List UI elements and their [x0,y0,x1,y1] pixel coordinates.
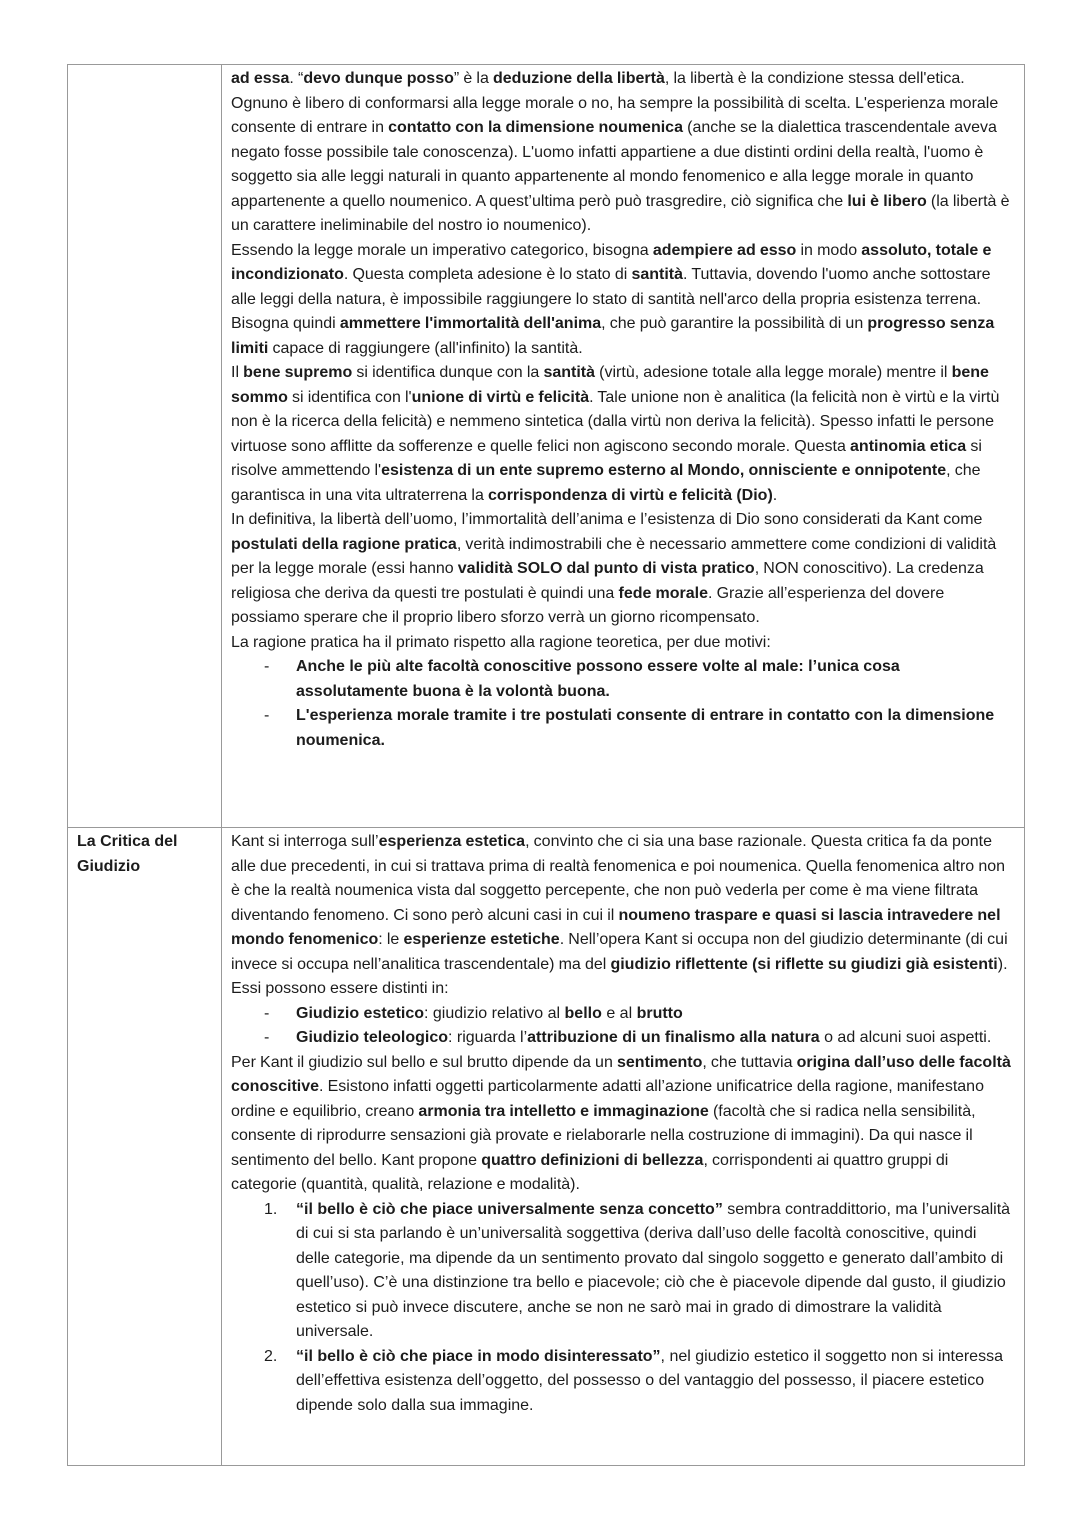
bold-text: Giudizio estetico [296,1004,425,1022]
paragraph [231,830,1014,1002]
paragraph [231,239,1014,362]
body-text: si identifica dunque con la [352,364,544,381]
bold-text: progresso senza limiti [231,315,995,357]
body-text: , la libertà è la condizione stessa dell'etica. Ognuno è libero di conformarsi alla legge morale o no, ha sempre la possibilità di scelta. L'esperienza morale consente di entrare in [231,70,999,136]
body-text: ” è la [453,70,493,87]
body-text: (anche se la dialettica trascendentale aveva negato fosse possibile tale conoscenza). L'uomo infatti appartiene a due distinti ordini della realtà, l'uomo è soggetto sia alle leggi naturali in quanto appartenente al mondo fenomenico e alla legge morale in quanto appartenente a quello noumenico. A quest’ultima però può trasgredire, ciò significa che [231,119,997,210]
bold-text: giudizio riflettente [610,955,748,973]
body-text: , che garantisca in una vita ultraterrena la [231,462,981,504]
body-text: , nel giudizio estetico il soggetto non si interessa dell’effettiva esistenza dell’oggetto, del possesso o del vantaggio del possesso, il piacere estetico dipende solo dalla sua immagine. [296,1347,1003,1414]
dash-list-item [264,655,1014,704]
bold-text: esperienze estetiche [403,931,560,948]
list-marker: - [264,1004,270,1022]
bold-text: ammettere l'immortalità dell'anima [339,315,602,332]
bold-text: santità [543,364,596,381]
bold-text: lui è libero [847,192,927,210]
list-text [296,1198,1014,1345]
row-label-cell [68,65,222,828]
body-text: : le [378,931,404,948]
body-text: . Tuttavia, dovendo l'uomo anche sottostare alle leggi della natura, è impossibile raggiungere lo stato di santità nell'arco della propria esistenza terrena. Bisogna quindi [231,266,991,332]
row-label: La Critica del Giudizio [77,833,178,875]
list-text [296,655,1014,704]
list-text [296,704,1014,753]
paragraph [231,1051,1014,1198]
bold-text: assoluto, totale e incondizionato [231,241,992,283]
list-marker: 1. [264,1200,278,1218]
body-text: capace di raggiungere (all'infinito) la santità. [268,339,583,357]
row-content-cell [222,65,1025,828]
body-text: . Nell’opera Kant si occupa non del giudizio determinante (di cui invece si occupa nell’analitica trascendentale) ma del [231,931,1008,973]
notes-table [67,64,1025,1466]
body-text: , corrispondenti ai quattro gruppi di categorie (quantità, qualità, relazione e modalità). [231,1151,949,1193]
bold-text: esperienza estetica [378,833,526,850]
bold-text: corrispondenza di virtù e felicità (Dio) [488,486,773,504]
bold-text: fede morale [618,584,708,602]
body-text: . Questa completa adesione è lo stato di [343,266,632,283]
numbered-list-item [264,1345,1014,1419]
table-row [68,828,1025,1466]
bold-text: ad essa [231,70,290,87]
list-text [296,1345,1014,1419]
paragraph [231,67,1014,239]
bold-text: bene sommo [231,364,989,406]
bold-text: validità SOLO dal punto di vista pratico [457,560,755,577]
table-body [68,65,1025,1466]
list-text [296,1026,1014,1051]
bold-text: santità [631,266,684,283]
bold-text: “il bello è ciò che piace in modo disinteressato” [296,1347,661,1365]
bold-text: brutto [636,1004,683,1022]
body-text: La ragione pratica ha il primato rispetto alla ragione teoretica, per due motivi: [231,633,771,651]
bold-text: attribuzione di un finalismo alla natura [527,1029,820,1046]
list-marker: - [264,707,270,724]
paragraph [231,361,1014,508]
body-text: . Tale unione non è analitica (la felicità non è virtù e la virtù non è la ricerca della felicità) e nemmeno sintetica (dalla virtù non deriva la felicità). Spesso infatti le persone virtuose sono afflitte da sofferenze e quelle felici non agiscono secondo morale. Questa [231,388,1000,455]
body-text: . Esistono infatti oggetti particolarmente adatti all’azione unificatrice della ragione, manifestano ordine e equilibrio, creano [231,1078,984,1120]
body-text: Per Kant il giudizio sul bello e sul brutto dipende da un [231,1053,617,1071]
body-text: , verità indimostrabili che è necessario ammettere come condizioni di validità per la legge morale (essi hanno [231,535,997,577]
body-text: , NON conoscitivo). La credenza religiosa che deriva da questi tre postulati è quindi una [231,560,984,602]
bold-text: antinomia etica [850,437,967,455]
body-text: , che può garantire la possibilità di un [601,315,868,332]
body-text: Kant si interroga sull’ [231,833,379,850]
bold-text: bello [564,1004,602,1022]
body-text: (facoltà che si radica nella sensibilità, consente di riprodurre sensazioni già provate e rielaborarle nella costruzione di immagini). Da qui nasce il sentimento del bello. Kant propone [231,1102,976,1169]
bold-text: contatto con la dimensione noumenica [388,119,683,136]
list-marker: 2. [264,1347,278,1365]
body-text: , convinto che ci sia una base razionale. Questa critica fa da ponte alle due precedenti, in cui si trattava prima di realtà fenomenica e poi noumenica. Quella fenomenica altro non è che la realtà noumenica vista dal soggetto percepente, che non può vederla per come è ma viene filtrata diventando fenomeno. Ci sono però alcuni casi in cui il [231,833,1006,924]
bold-text: (si riflette su giudizi già esistenti [752,955,998,973]
body-text: ). Essi possono essere distinti in: [231,955,1008,997]
body-text: (la libertà è un carattere ineliminabile del nostro io noumenico). [231,192,1010,234]
body-text: : riguarda l’ [448,1029,528,1046]
body-text: . [772,486,778,504]
bold-text: Anche le più alte facoltà conoscitive possono essere volte al male: l’unica cosa assolutamente buona è la volontà buona. [296,658,900,700]
body-text: : giudizio relativo al [424,1004,565,1022]
body-text: si identifica con l' [287,388,412,406]
body-text: In definitiva, la libertà dell’uomo, l’immortalità dell’anima e l’esistenza di Dio sono considerati da Kant come [231,511,983,528]
table-row [68,65,1025,828]
list-marker: - [264,658,270,675]
bold-text: quattro definizioni di bellezza [481,1151,704,1169]
bold-text: Giudizio teleologico [296,1029,448,1046]
list-text [296,1002,1014,1027]
bold-text: armonia tra intelletto e immaginazione [418,1102,709,1120]
bold-text: deduzione della libertà [493,70,665,87]
row-content-cell [222,828,1025,1466]
dash-list-item [264,704,1014,753]
body-text: Essendo la legge morale un imperativo categorico, bisogna [231,241,653,259]
bold-text: “il bello è ciò che piace universalmente senza concetto” [296,1200,723,1218]
body-text: . “ [289,70,304,87]
paragraph [231,508,1014,631]
bold-text: L'esperienza morale tramite i tre postulati consente di entrare in contatto con la dimensione noumenica. [296,707,995,749]
body-text: si risolve ammettendo l' [231,437,982,479]
body-text: e al [601,1004,637,1022]
body-text: in modo [796,241,862,259]
bold-text: adempiere ad esso [652,241,797,259]
bold-text: postulati della ragione pratica [231,535,457,553]
body-text: sembra contraddittorio, ma l’universalità di cui si sta parlando è un’universalità soggettiva (deriva dall’uso delle facoltà conoscitive, quindi delle categorie, ma dipende da un sentimento provato dal singolo soggetto e generato dall’ambito di quell’uso). C’è una distinzione tra bello e piacevole; ciò che è piacevole dipende dal gusto, il giudizio estetico si può invece discutere, anche se non ne sarò mai in grado di dimostrare la validità universale. [296,1200,1011,1340]
body-text: Il [231,364,244,381]
bold-text: origina dall’uso delle facoltà conoscitive [231,1053,1011,1095]
numbered-list-item [264,1198,1014,1345]
body-text: o ad alcuni suoi aspetti. [819,1029,992,1046]
paragraph [231,631,1014,656]
bold-text: unione di virtù e felicità [411,388,590,406]
bold-text: bene supremo [243,364,353,381]
row-label-cell [68,828,222,1466]
dash-list-item [264,1002,1014,1027]
body-text: . Grazie all’esperienza del dovere possiamo sperare che il proprio libero sforzo verrà un giorno ricompensato. [231,584,945,626]
bold-text: noumeno traspare e quasi si lascia intravedere nel mondo fenomenico [231,906,1001,948]
body-text: , che tuttavia [702,1053,797,1071]
bold-text: sentimento [617,1053,703,1071]
list-marker: - [264,1029,270,1046]
bold-text: devo dunque posso [303,70,454,87]
dash-list-item [264,1026,1014,1051]
bold-text: esistenza di un ente supremo esterno al Mondo, onnisciente e onnipotente [381,462,947,479]
body-text: (virtù, adesione totale alla legge morale) mentre il [595,364,952,381]
